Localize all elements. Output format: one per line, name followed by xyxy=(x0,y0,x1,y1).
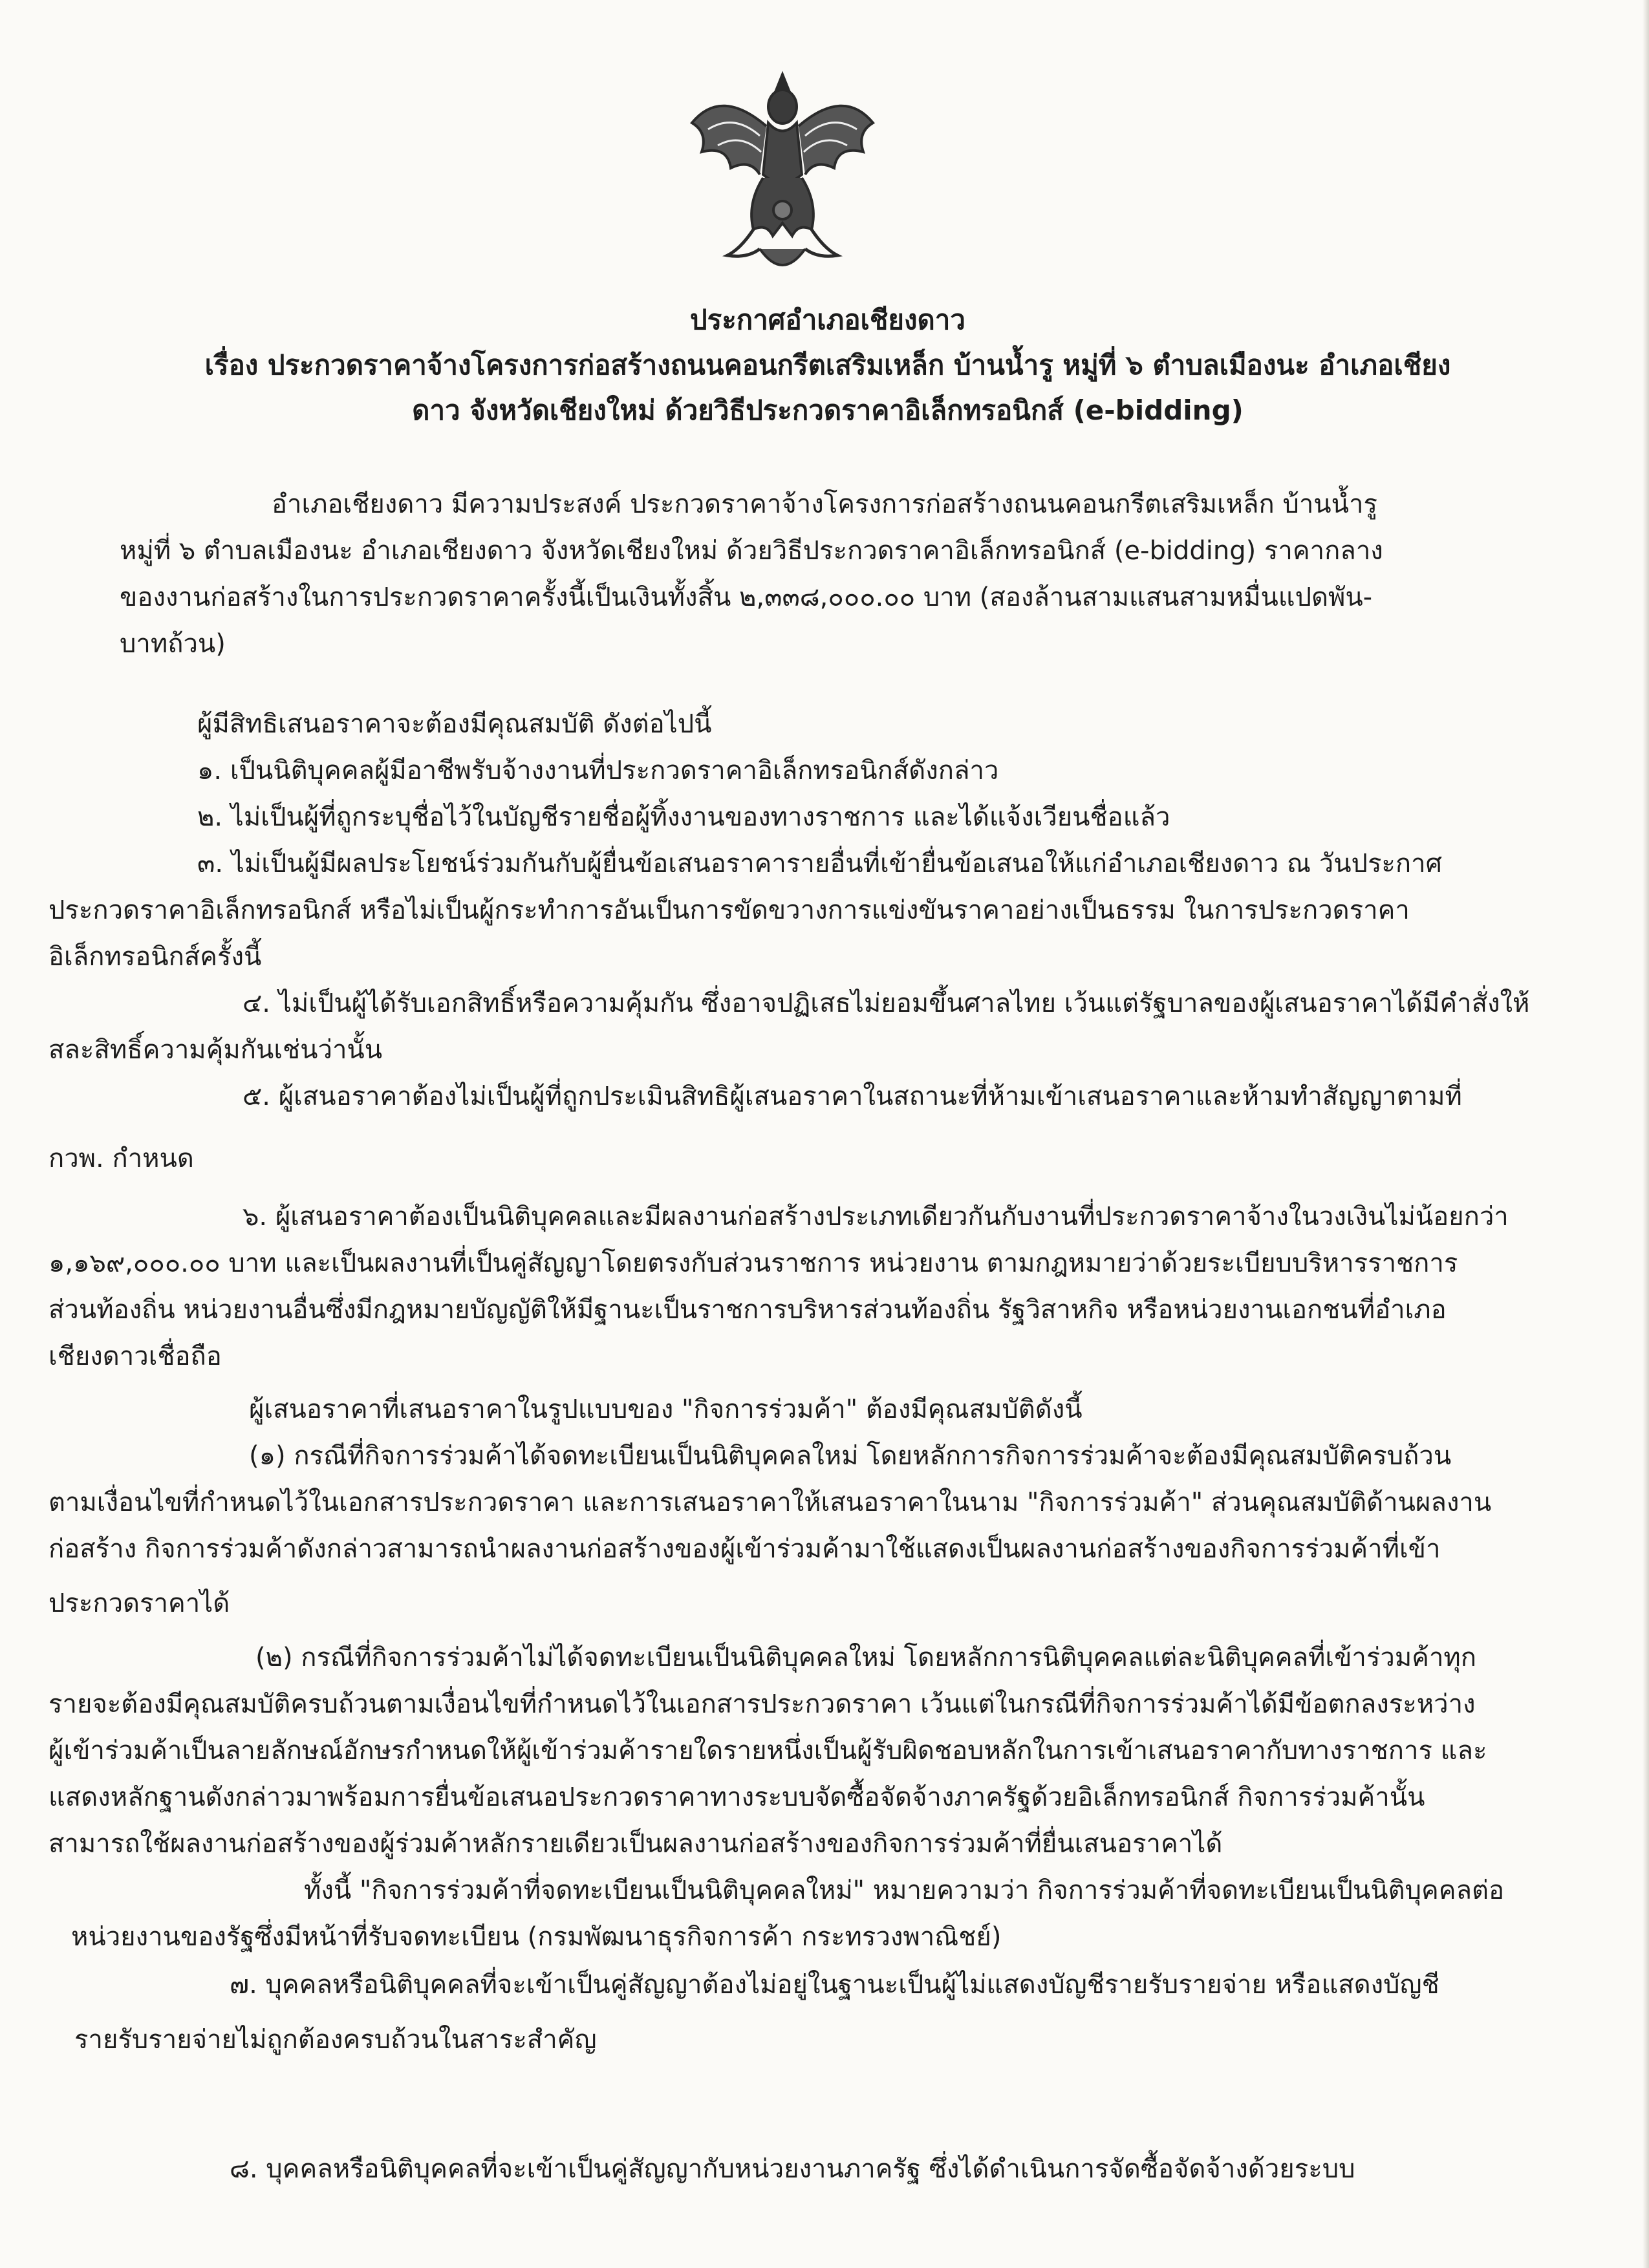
joint-venture-case-1-line-4: ประกวดราคาได้ xyxy=(48,1589,230,1618)
joint-venture-case-1-line-1: (๑) กรณีที่กิจการร่วมค้าได้จดทะเบียนเป็นนิติบุคคลใหม่ โดยหลักการกิจการร่วมค้าจะต้องมีคุณสมบัติครบถ้วน xyxy=(249,1441,1452,1471)
joint-venture-definition-line-2: หน่วยงานของรัฐซึ่งมีหน้าที่รับจดทะเบียน (กรมพัฒนาธุรกิจการค้า กระทรวงพาณิชย์) xyxy=(71,1922,1002,1952)
joint-venture-case-2-line-1: (๒) กรณีที่กิจการร่วมค้าไม่ได้จดทะเบียนเป็นนิติบุคคลใหม่ โดยหลักการนิติบุคคลแต่ละนิติบุคคลที่เข้าร่วมค้าทุก xyxy=(255,1643,1476,1673)
qualification-8-line-1: ๘. บุคคลหรือนิติบุคคลที่จะเข้าเป็นคู่สัญญากับหน่วยงานภาครัฐ ซึ่งได้ดำเนินการจัดซื้อจัดจ้างด้วยระบบ xyxy=(230,2154,1355,2184)
joint-venture-case-2-line-5: สามารถใช้ผลงานก่อสร้างของผู้ร่วมค้าหลักรายเดียวเป็นผลงานก่อสร้างของกิจการร่วมค้าที่ยื่นเสนอราคาได้ xyxy=(48,1829,1223,1859)
qualification-5-line-1: ๕. ผู้เสนอราคาต้องไม่เป็นผู้ที่ถูกประเมินสิทธิผู้เสนอราคาในสถานะที่ห้ามเข้าเสนอราคาและห้ามทำสัญญาตามที่ xyxy=(242,1082,1462,1111)
qualification-7-line-2: รายรับรายจ่ายไม่ถูกต้องครบถ้วนในสาระสำคัญ xyxy=(74,2025,597,2055)
joint-venture-heading: ผู้เสนอราคาที่เสนอราคาในรูปแบบของ "กิจการร่วมค้า" ต้องมีคุณสมบัติดังนี้ xyxy=(249,1395,1083,1424)
qualification-6-line-3: ส่วนท้องถิ่น หน่วยงานอื่นซึ่งมีกฎหมายบัญญัติให้มีฐานะเป็นราชการบริหารส่วนท้องถิ่น รัฐวิสาหกิจ หรือหน่วยงานเอกชนที่อำเภอ xyxy=(48,1295,1447,1325)
qualification-3-line-1: ๓. ไม่เป็นผู้มีผลประโยชน์ร่วมกันกับผู้ยื่นข้อเสนอราคารายอื่นที่เข้ายื่นข้อเสนอให้แก่อำเภอเชียงดาว ณ วันประกาศ xyxy=(197,849,1442,879)
joint-venture-case-1-line-3: ก่อสร้าง กิจการร่วมค้าดังกล่าวสามารถนำผลงานก่อสร้างของผู้เข้าร่วมค้ามาใช้แสดงเป็นผลงานก่อสร้างของกิจการร่วมค้าที่เข้า xyxy=(48,1534,1441,1564)
joint-venture-case-2-line-4: แสดงหลักฐานดังกล่าวมาพร้อมการยื่นข้อเสนอประกวดราคาทางระบบจัดซื้อจัดจ้างภาครัฐด้วยอิเล็กทรอนิกส์ กิจการร่วมค้านั้น xyxy=(48,1782,1425,1812)
intro-line-4: บาทถ้วน) xyxy=(120,629,226,659)
qualification-5-line-2: กวพ. กำหนด xyxy=(48,1144,194,1173)
qualification-3-line-2: ประกวดราคาอิเล็กทรอนิกส์ หรือไม่เป็นผู้กระทำการอันเป็นการขัดขวางการแข่งขันราคาอย่างเป็นธรรม ในการประกวดราคา xyxy=(48,895,1410,925)
intro-line-2: หมู่ที่ ๖ ตำบลเมืองนะ อำเภอเชียงดาว จังหวัดเชียงใหม่ ด้วยวิธีประกวดราคาอิเล็กทรอนิกส์ (e-bidding) ราคากลาง xyxy=(120,536,1383,566)
garuda-emblem-icon xyxy=(682,61,883,288)
joint-venture-case-2-line-2: รายจะต้องมีคุณสมบัติครบถ้วนตามเงื่อนไขที่กำหนดไว้ในเอกสารประกวดราคา เว้นแต่ในกรณีที่กิจการร่วมค้าได้มีข้อตกลงระหว่าง xyxy=(48,1689,1476,1719)
qualification-6-line-1: ๖. ผู้เสนอราคาต้องเป็นนิติบุคคลและมีผลงานก่อสร้างประเภทเดียวกันกับงานที่ประกวดราคาจ้างในวงเงินไม่น้อยกว่า xyxy=(242,1202,1509,1232)
qualification-3-line-3: อิเล็กทรอนิกส์ครั้งนี้ xyxy=(48,942,262,972)
qualification-6-line-2: ๑,๑๖๙,๐๐๐.๐๐ บาท และเป็นผลงานที่เป็นคู่สัญญาโดยตรงกับส่วนราชการ หน่วยงาน ตามกฎหมายว่าด้วยระเบียบบริหารราชการ xyxy=(48,1248,1458,1278)
qualification-1: ๑. เป็นนิติบุคคลผู้มีอาชีพรับจ้างงานที่ประกวดราคาอิเล็กทรอนิกส์ดังกล่าว xyxy=(197,756,999,786)
qualification-2: ๒. ไม่เป็นผู้ที่ถูกระบุชื่อไว้ในบัญชีรายชื่อผู้ทิ้งงานของทางราชการ และได้แจ้งเวียนชื่อแล้ว xyxy=(197,802,1170,832)
intro-line-3: ของงานก่อสร้างในการประกวดราคาครั้งนี้เป็นเงินทั้งสิ้น ๒,๓๓๘,๐๐๐.๐๐ บาท (สองล้านสามแสนสามหมื่นแปดพัน- xyxy=(120,583,1373,612)
intro-line-1: อำเภอเชียงดาว มีความประสงค์ ประกวดราคาจ้างโครงการก่อสร้างถนนคอนกรีตเสริมเหล็ก บ้านน้ำรู xyxy=(272,489,1377,519)
announcement-office-title: ประกาศอำเภอเชียงดาว xyxy=(690,304,965,336)
qualification-7-line-1: ๗. บุคคลหรือนิติบุคคลที่จะเข้าเป็นคู่สัญญาต้องไม่อยู่ในฐานะเป็นผู้ไม่แสดงบัญชีรายรับรายจ่าย หรือแสดงบัญชี xyxy=(230,1970,1439,2000)
announcement-subject-line-2: ดาว จังหวัดเชียงใหม่ ด้วยวิธีประกวดราคาอิเล็กทรอนิกส์ (e-bidding) xyxy=(412,394,1244,426)
joint-venture-case-1-line-2: ตามเงื่อนไขที่กำหนดไว้ในเอกสารประกวดราคา และการเสนอราคาให้เสนอราคาในนาม "กิจการร่วมค้า" ส่วนคุณสมบัติด้านผลงาน xyxy=(48,1488,1492,1517)
joint-venture-case-2-line-3: ผู้เข้าร่วมค้าเป็นลายลักษณ์อักษรกำหนดให้ผู้เข้าร่วมค้ารายใดรายหนึ่งเป็นผู้รับผิดชอบหลักในการเข้าเสนอราคากับทางราชการ และ xyxy=(48,1736,1487,1766)
joint-venture-definition-line-1: ทั้งนี้ "กิจการร่วมค้าที่จดทะเบียนเป็นนิติบุคคลใหม่" หมายความว่า กิจการร่วมค้าที่จดทะเบียนเป็นนิติบุคคลต่อ xyxy=(304,1876,1504,1905)
qualifications-heading: ผู้มีสิทธิเสนอราคาจะต้องมีคุณสมบัติ ดังต่อไปนี้ xyxy=(197,709,712,739)
announcement-subject-line-1: เรื่อง ประกวดราคาจ้างโครงการก่อสร้างถนนคอนกรีตเสริมเหล็ก บ้านน้ำรู หมู่ที่ ๖ ตำบลเมืองนะ อำเภอเชียง xyxy=(204,349,1451,381)
qualification-4-line-1: ๔. ไม่เป็นผู้ได้รับเอกสิทธิ์หรือความคุ้มกัน ซึ่งอาจปฏิเสธไม่ยอมขึ้นศาลไทย เว้นแต่รัฐบาลของผู้เสนอราคาได้มีคำสั่งให้ xyxy=(242,989,1530,1018)
qualification-4-line-2: สละสิทธิ์ความคุ้มกันเช่นว่านั้น xyxy=(48,1035,383,1065)
scan-edge-shadow xyxy=(1643,0,1649,2268)
qualification-6-line-4: เชียงดาวเชื่อถือ xyxy=(48,1342,222,1371)
